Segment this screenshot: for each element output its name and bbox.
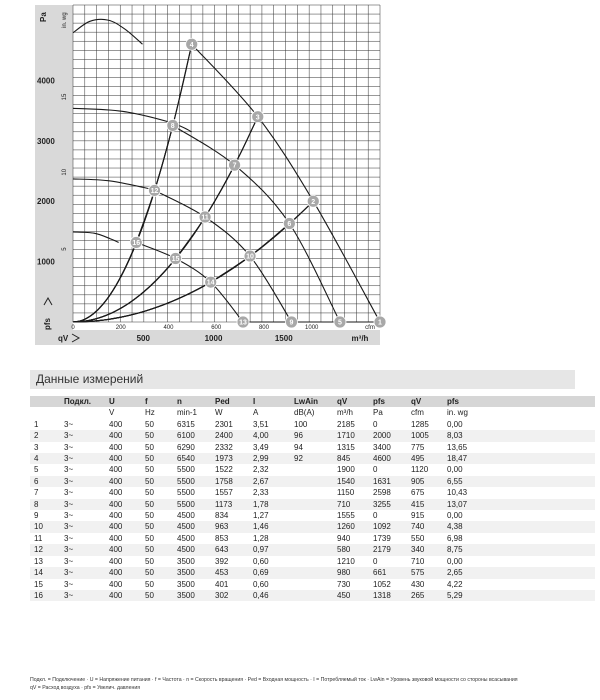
- x-tick-label-cfm: 1000: [305, 325, 319, 331]
- table-cell: 430: [411, 579, 425, 589]
- y-axis-label: pfs: [43, 318, 52, 330]
- table-cell: 0,97: [253, 545, 269, 555]
- table-cell: 4500: [177, 522, 195, 532]
- table-cell: 1900: [337, 465, 355, 475]
- table-cell: 3~: [64, 590, 74, 600]
- table-cell: 3~: [64, 579, 74, 589]
- table-cell: 450: [337, 590, 351, 600]
- y-tick-label-inwg: 10: [62, 168, 68, 176]
- table-cell: 0,60: [253, 579, 269, 589]
- unit-cell: m³/h: [337, 408, 353, 418]
- table-cell: 1,28: [253, 533, 269, 543]
- table-row: [30, 476, 595, 487]
- table-cell: [290, 476, 333, 487]
- operating-point-label: 12: [150, 188, 159, 196]
- table-cell: 1555: [337, 511, 355, 521]
- unit-cell: dB(A): [294, 408, 315, 418]
- unit-cell: Hz: [145, 408, 155, 418]
- x-tick-label-m3h: 500: [136, 334, 150, 343]
- table-cell: 401: [215, 579, 229, 589]
- table-cell: 6290: [177, 442, 195, 452]
- table-cell: 1052: [373, 579, 391, 589]
- table-cell: 96: [294, 431, 303, 441]
- table-cell: 3,51: [253, 419, 269, 429]
- table-cell: 13,65: [447, 442, 468, 452]
- y-tick-label-inwg: 5: [62, 247, 68, 251]
- table-cell: 3: [34, 442, 39, 452]
- header-airflow-m3h: qV: [337, 397, 348, 406]
- table-cell: 7: [34, 488, 39, 498]
- table-cell: [290, 533, 333, 544]
- section-header: [30, 370, 575, 389]
- table-cell: 100: [294, 419, 308, 429]
- table-cell: 400: [109, 499, 123, 509]
- operating-point-label: 15: [171, 256, 180, 264]
- header-sound-level: LwAin: [294, 397, 318, 406]
- header-connection: Подкл.: [64, 397, 92, 406]
- operating-point-label: 3: [255, 114, 260, 122]
- table-cell: 0,69: [253, 568, 269, 578]
- table-cell: 1173: [215, 499, 233, 509]
- table-cell: 5500: [177, 499, 195, 509]
- table-cell: 6315: [177, 419, 195, 429]
- unit-cell: [30, 407, 60, 418]
- x-unit-m3h: m³/h: [351, 334, 369, 343]
- header-current: I: [253, 397, 256, 406]
- table-cell: 6100: [177, 431, 195, 441]
- table-cell: 1285: [411, 419, 429, 429]
- table-row: [30, 442, 595, 453]
- table-cell: 963: [215, 522, 229, 532]
- header-index: [30, 396, 60, 407]
- table-cell: 0,46: [253, 590, 269, 600]
- table-cell: [290, 556, 333, 567]
- table-row: [30, 510, 595, 521]
- section-title: Данные измерений: [36, 372, 144, 386]
- table-cell: 400: [109, 476, 123, 486]
- table-cell: 5500: [177, 465, 195, 475]
- table-cell: 495: [411, 454, 425, 464]
- table-cell: 9: [34, 511, 39, 521]
- table-cell: 1120: [411, 465, 429, 475]
- operating-point-label: 9: [289, 319, 294, 327]
- unit-cell: cfm: [411, 408, 424, 418]
- x-tick-label-cfm: 400: [163, 325, 174, 331]
- table-cell: [290, 579, 333, 590]
- table-cell: 1315: [337, 442, 355, 452]
- table-cell: 1557: [215, 488, 233, 498]
- table-cell: 4,38: [447, 522, 463, 532]
- table-header-row: [30, 396, 595, 407]
- unit-cell: Pa: [373, 408, 383, 418]
- table-cell: 400: [109, 419, 123, 429]
- x-tick-label-cfm: 600: [211, 325, 222, 331]
- table-cell: 3~: [64, 476, 74, 486]
- table-cell: 643: [215, 545, 229, 555]
- table-cell: 3~: [64, 533, 74, 543]
- table-cell: 50: [145, 568, 154, 578]
- table-cell: 50: [145, 454, 154, 464]
- table-cell: 940: [337, 533, 351, 543]
- operating-point-label: 8: [170, 123, 175, 131]
- table-cell: 0,00: [447, 556, 463, 566]
- table-cell: 5500: [177, 488, 195, 498]
- table-cell: 0,60: [253, 556, 269, 566]
- table-cell: 1150: [337, 488, 355, 498]
- table-cell: 400: [109, 579, 123, 589]
- table-cell: 3~: [64, 556, 74, 566]
- table-cell: 400: [109, 454, 123, 464]
- table-cell: 302: [215, 590, 229, 600]
- header-pressure-inwg: pfs: [447, 397, 459, 406]
- table-cell: 1758: [215, 476, 233, 486]
- table-cell: 2,65: [447, 568, 463, 578]
- table-row: [30, 590, 595, 601]
- table-cell: 4: [34, 454, 39, 464]
- table-cell: 1: [34, 419, 39, 429]
- table-cell: 50: [145, 431, 154, 441]
- table-cell: [290, 464, 333, 475]
- table-cell: 915: [411, 511, 425, 521]
- table-cell: 550: [411, 533, 425, 543]
- table-cell: [290, 567, 333, 578]
- table-cell: 400: [109, 511, 123, 521]
- table-cell: 905: [411, 476, 425, 486]
- table-cell: 3400: [373, 442, 391, 452]
- table-cell: 4500: [177, 533, 195, 543]
- table-cell: 8,03: [447, 431, 463, 441]
- table-cell: 3~: [64, 454, 74, 464]
- table-cell: 1522: [215, 465, 233, 475]
- table-cell: 3255: [373, 499, 391, 509]
- table-cell: 580: [337, 545, 351, 555]
- table-cell: 400: [109, 488, 123, 498]
- table-cell: 1973: [215, 454, 233, 464]
- table-cell: 2,33: [253, 488, 269, 498]
- table-cell: 3~: [64, 522, 74, 532]
- table-cell: 1,27: [253, 511, 269, 521]
- table-cell: 1005: [411, 431, 429, 441]
- table-cell: 661: [373, 568, 387, 578]
- table-cell: 3500: [177, 579, 195, 589]
- header-power: Ped: [215, 397, 230, 406]
- table-cell: 3~: [64, 419, 74, 429]
- table-cell: 4,22: [447, 579, 463, 589]
- table-cell: 710: [411, 556, 425, 566]
- table-cell: 1710: [337, 431, 355, 441]
- table-cell: 0,00: [447, 511, 463, 521]
- table-cell: 1092: [373, 522, 391, 532]
- table-row: [30, 487, 595, 498]
- table-row: [30, 499, 595, 510]
- y-tick-label-pa: 4000: [37, 76, 55, 86]
- x-tick-label-cfm: 0: [71, 325, 75, 331]
- y-tick-label-pa: 3000: [37, 136, 55, 146]
- table-cell: 50: [145, 590, 154, 600]
- x-unit-cfm: cfm: [365, 325, 375, 331]
- operating-point-label: 11: [201, 214, 209, 222]
- table-cell: 2598: [373, 488, 391, 498]
- table-cell: 6540: [177, 454, 195, 464]
- table-cell: 50: [145, 419, 154, 429]
- unit-cell: in. wg: [447, 408, 468, 418]
- table-cell: 2,99: [253, 454, 269, 464]
- table-cell: 50: [145, 533, 154, 543]
- table-cell: 4,00: [253, 431, 269, 441]
- table-cell: 3~: [64, 465, 74, 475]
- table-cell: 3~: [64, 431, 74, 441]
- table-cell: 575: [411, 568, 425, 578]
- unit-cell: min-1: [177, 408, 198, 418]
- table-cell: 392: [215, 556, 229, 566]
- table-cell: 16: [34, 590, 43, 600]
- footnote-line-1: Подкл. = Подключение · U = Напряжение питания · f = Частота · n = Скорость вращения · Ped = Входная мощность · I = Потребляемый ток · LwAin = Уровень звуковой мощности со стороны всасывания: [30, 677, 518, 683]
- x-tick-label-cfm: 200: [115, 325, 126, 331]
- table-cell: 10,43: [447, 488, 468, 498]
- y-tick-label-pa: 2000: [37, 197, 55, 207]
- operating-point-label: 5: [338, 319, 342, 327]
- table-cell: 2301: [215, 419, 233, 429]
- table-cell: 3~: [64, 511, 74, 521]
- table-row: [30, 544, 595, 555]
- operating-point-label: 13: [239, 319, 247, 327]
- table-cell: 1210: [337, 556, 355, 566]
- table-cell: 50: [145, 545, 154, 555]
- table-row: [30, 419, 595, 430]
- unit-cell: W: [215, 408, 223, 418]
- table-cell: 980: [337, 568, 351, 578]
- table-cell: 1631: [373, 476, 391, 486]
- table-cell: 834: [215, 511, 229, 521]
- table-cell: [290, 521, 333, 532]
- table-cell: 2: [34, 431, 39, 441]
- operating-point-label: 14: [206, 279, 215, 287]
- unit-cell: V: [109, 408, 115, 418]
- table-cell: 12: [34, 545, 43, 555]
- table-cell: 2,32: [253, 465, 269, 475]
- table-cell: 2000: [373, 431, 391, 441]
- table-cell: 3~: [64, 499, 74, 509]
- table-cell: 18,47: [447, 454, 468, 464]
- table-cell: 710: [337, 499, 351, 509]
- table-cell: 5,29: [447, 590, 463, 600]
- table-cell: 13: [34, 556, 43, 566]
- table-cell: 1,46: [253, 522, 269, 532]
- table-cell: [290, 510, 333, 521]
- table-cell: 1540: [337, 476, 355, 486]
- operating-point-label: 4: [189, 41, 194, 49]
- table-cell: 453: [215, 568, 229, 578]
- table-cell: 0: [373, 419, 378, 429]
- table-cell: 8: [34, 499, 39, 509]
- table-cell: 15: [34, 579, 43, 589]
- unit-cell: A: [253, 408, 259, 418]
- table-cell: 50: [145, 511, 154, 521]
- y-tick-label-inwg: 15: [62, 93, 68, 101]
- table-cell: 1260: [337, 522, 355, 532]
- table-cell: 265: [411, 590, 425, 600]
- table-cell: 0,00: [447, 465, 463, 475]
- table-cell: 5: [34, 465, 39, 475]
- table-cell: 50: [145, 556, 154, 566]
- table-cell: 8,75: [447, 545, 463, 555]
- table-cell: 400: [109, 568, 123, 578]
- footnote-line-2: qV = Расход воздуха · pfs = Увелич. давления: [30, 685, 141, 691]
- table-cell: 50: [145, 488, 154, 498]
- table-cell: 400: [109, 431, 123, 441]
- measurement-table: [30, 396, 595, 601]
- x-tick-label-m3h: 1000: [204, 334, 223, 343]
- table-cell: 4500: [177, 511, 195, 521]
- header-speed: n: [177, 397, 182, 406]
- table-cell: 0,00: [447, 419, 463, 429]
- table-cell: 3~: [64, 568, 74, 578]
- table-cell: 3~: [64, 488, 74, 498]
- table-cell: 6,98: [447, 533, 463, 543]
- table-footnote: [30, 676, 590, 692]
- table-cell: 3~: [64, 442, 74, 452]
- table-cell: 3500: [177, 568, 195, 578]
- table-cell: 50: [145, 499, 154, 509]
- table-cell: 10: [34, 522, 43, 532]
- table-cell: 400: [109, 442, 123, 452]
- y-unit-pa: Pa: [39, 12, 48, 22]
- table-cell: 400: [109, 556, 123, 566]
- table-cell: 50: [145, 476, 154, 486]
- table-cell: 13,07: [447, 499, 468, 509]
- table-cell: [290, 499, 333, 510]
- table-cell: 6,55: [447, 476, 463, 486]
- y-unit-inwg: in. wg: [62, 12, 68, 28]
- operating-point-label: 6: [287, 221, 292, 229]
- table-cell: 0: [373, 511, 378, 521]
- table-cell: 3,49: [253, 442, 269, 452]
- table-cell: 11: [34, 533, 43, 543]
- header-frequency: f: [145, 397, 148, 406]
- table-cell: [290, 487, 333, 498]
- table-row: [30, 579, 595, 590]
- table-row: [30, 521, 595, 532]
- operating-point-label: 1: [378, 319, 382, 327]
- table-cell: 0: [373, 465, 378, 475]
- table-cell: 400: [109, 590, 123, 600]
- table-cell: 5500: [177, 476, 195, 486]
- table-cell: 2332: [215, 442, 233, 452]
- table-cell: 14: [34, 568, 43, 578]
- table-cell: 775: [411, 442, 425, 452]
- table-cell: 740: [411, 522, 425, 532]
- table-cell: 1,78: [253, 499, 269, 509]
- header-pressure-pa: pfs: [373, 397, 385, 406]
- table-cell: 3500: [177, 556, 195, 566]
- table-row: [30, 567, 595, 578]
- table-cell: 2400: [215, 431, 233, 441]
- table-cell: 50: [145, 465, 154, 475]
- table-cell: 853: [215, 533, 229, 543]
- table-cell: 2185: [337, 419, 355, 429]
- table-cell: 2179: [373, 545, 391, 555]
- table-cell: 94: [294, 442, 303, 452]
- table-cell: 730: [337, 579, 351, 589]
- table-cell: 50: [145, 442, 154, 452]
- table-cell: 50: [145, 579, 154, 589]
- table-cell: 6: [34, 476, 39, 486]
- x-tick-label-cfm: 800: [258, 325, 269, 331]
- table-cell: 4500: [177, 545, 195, 555]
- table-units-row: [30, 407, 595, 418]
- x-axis-label: qV: [58, 334, 69, 343]
- table-cell: 400: [109, 545, 123, 555]
- table-cell: [290, 544, 333, 555]
- table-row: [30, 533, 595, 544]
- table-cell: 400: [109, 522, 123, 532]
- table-cell: 1318: [373, 590, 391, 600]
- operating-point-label: 2: [311, 198, 316, 206]
- table-cell: 2,67: [253, 476, 269, 486]
- table-cell: 1739: [373, 533, 391, 543]
- table-cell: 400: [109, 533, 123, 543]
- table-row: [30, 430, 595, 441]
- x-tick-label-m3h: 1500: [274, 334, 293, 343]
- operating-point-label: 7: [232, 162, 237, 170]
- unit-cell: [60, 407, 105, 418]
- table-cell: 4600: [373, 454, 391, 464]
- table-cell: 50: [145, 522, 154, 532]
- table-cell: 400: [109, 465, 123, 475]
- table-cell: 340: [411, 545, 425, 555]
- table-cell: 0: [373, 556, 378, 566]
- table-cell: 845: [337, 454, 351, 464]
- table-cell: 92: [294, 454, 303, 464]
- table-row: [30, 464, 595, 475]
- header-voltage: U: [109, 397, 115, 406]
- table-cell: 3500: [177, 590, 195, 600]
- table-cell: 675: [411, 488, 425, 498]
- operating-point-label: 10: [246, 253, 254, 261]
- table-row: [30, 556, 595, 567]
- table-cell: [290, 590, 333, 601]
- header-airflow-cfm: qV: [411, 397, 422, 406]
- table-row: [30, 453, 595, 464]
- y-tick-label-pa: 1000: [37, 257, 55, 267]
- table-cell: 415: [411, 499, 425, 509]
- table-cell: 3~: [64, 545, 74, 555]
- operating-point-label: 16: [132, 240, 141, 248]
